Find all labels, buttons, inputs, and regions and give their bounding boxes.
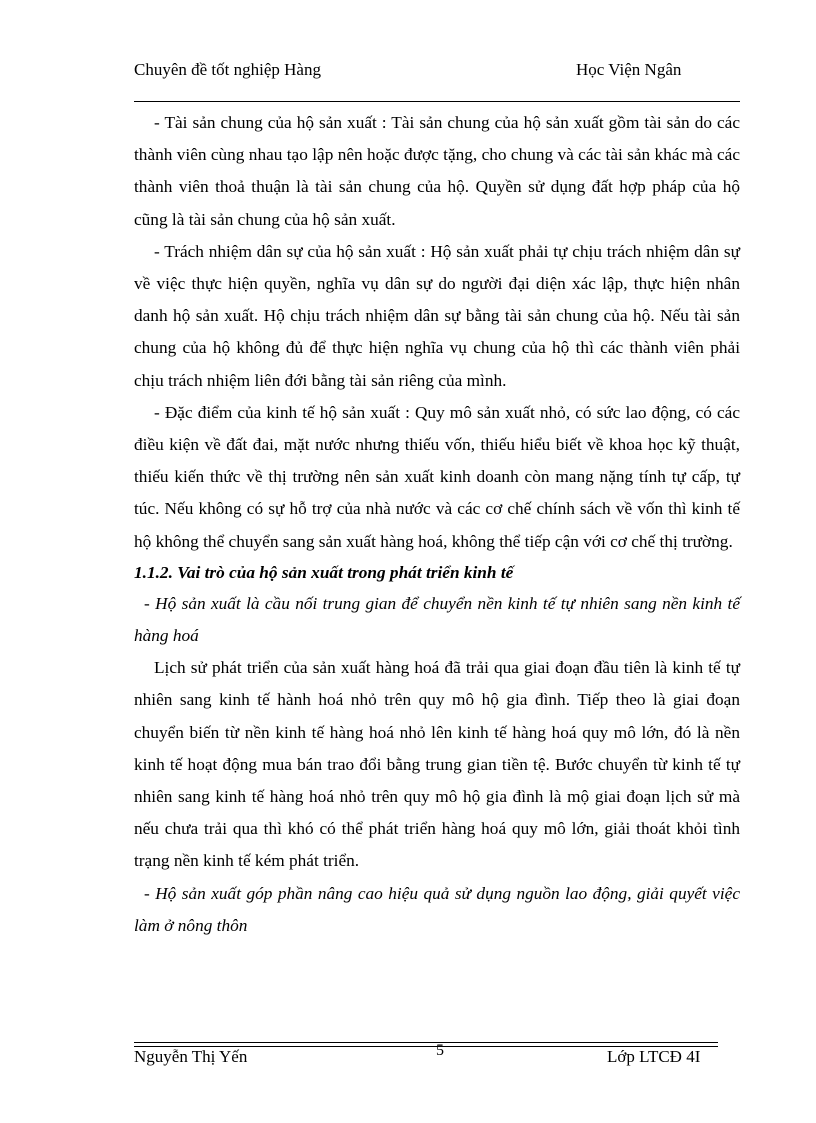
footer-class: Lớp LTCĐ 4I — [607, 1047, 701, 1066]
paragraph-common-property: - Tài sản chung của hộ sản xuất : Tài sản chung của hộ sản xuất gồm tài sản do các thành viên cùng nhau tạo lập nên hoặc được tặng, cho chung và các tài sản khác mà các thành viên thoả thuận là tài sản chung của hộ. Quyền sử dụng đất hợp pháp của hộ cũng là tài sản chung của hộ sản xuất. — [134, 113, 740, 229]
footer-author: Nguyễn Thị Yến — [134, 1047, 248, 1066]
document-body — [134, 107, 740, 942]
paragraph-household-economy-features: - Đặc điểm của kinh tế hộ sản xuất : Quy mô sản xuất nhỏ, có sức lao động, có các điều kiện về đất đai, mặt nước nhưng thiếu vốn, thiếu hiểu biết về khoa học kỹ thuật, thiếu kiến thức về thị trường nên sản xuất kinh doanh còn mang nặng tính tự cấp, tự túc. Nếu không có sự hỗ trợ của nhà nước và các cơ chế chính sách về vốn thì kinh tế hộ không thể chuyển sang sản xuất hàng hoá, không thể tiếp cận với cơ chế thị trường. — [134, 402, 740, 551]
paragraph-civil-liability: - Trách nhiệm dân sự của hộ sản xuất : Hộ sản xuất phải tự chịu trách nhiệm dân sự về việc thực hiện quyền, nghĩa vụ dân sự do người đại diện xác lập, thực hiện nhân danh hộ sản xuất. Hộ chịu trách nhiệm dân sự bằng tài sản chung của hộ. Nếu tài sản chung của hộ không đủ để thực hiện nghĩa vụ chung của hộ thì các thành viên phải chịu trách nhiệm liên đới bằng tài sản riêng của mình. — [134, 241, 740, 390]
header-divider — [134, 101, 740, 102]
paragraph-commodity-history: Lịch sử phát triển của sản xuất hàng hoá đã trải qua giai đoạn đầu tiên là kinh tế tự nhiên sang kinh tế hành hoá nhỏ trên quy mô hộ gia đình. Tiếp theo là giai đoạn chuyển biến từ nền kinh tế hàng hoá nhỏ lên kinh tế hàng hoá quy mô lớn, đó là nền kinh tế hoạt động mua bán trao đổi bằng trung gian tiền tệ. Bước chuyển từ kinh tế tự nhiên sang kinh tế hàng hoá nhỏ trên quy mô hộ gia đình là mộ giai đoạn lịch sử mà nếu chưa trải qua thì khó có thể phát triển hàng hoá quy mô lớn, giải thoát khỏi tình trạng nền kinh tế kém phát triển. — [134, 658, 740, 871]
header-institution: Học Viện Ngân — [576, 60, 682, 79]
page-number: 5 — [436, 1042, 444, 1059]
header-document-title: Chuyên đề tốt nghiệp Hàng — [134, 60, 321, 79]
subpoint-labor-efficiency: - Hộ sản xuất góp phần nâng cao hiệu quả sử dụng nguồn lao động, giải quyết việc làm ở nông thôn — [134, 883, 740, 935]
subpoint-bridge-role: - Hộ sản xuất là cầu nối trung gian để chuyển nền kinh tế tự nhiên sang nền kinh tế hàng hoá — [134, 593, 740, 646]
section-heading: 1.1.2. Vai trò của hộ sản xuất trong phát triển kinh tế — [134, 562, 514, 582]
